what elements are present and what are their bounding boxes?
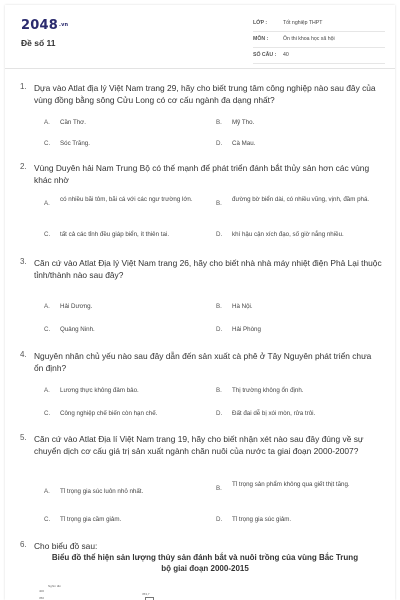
exam-page: $2048^{.vn}$ Đề số 11 LỚP : Tốt nghiệp THPT MÔN : Ôn thi khoa học xã hội SỐ CÂU : 40 1. Dựa vào Atlat địa lý Việt Nam trang 29, hãy cho biết trung tâm công nghiệp nào sau đây của vùng đồng bằng sông Cửu Long có cơ cấu ngành đa dạng nhất? A. Cần Thơ. B. Mỹ Tho. C. Sóc Trăng. D. Cà Mau. 2. Vùng Duyên hải Nam Trung Bộ có thế mạnh để phát triển đánh bắt thủy sản hơn các vùng khác nhờ A. có nhiều bãi tôm, bãi cá với các ngư trường lớn. B. đường bờ biển dài, có nhiều vũng, vịnh, đầm phá. C. tất cả các tỉnh đều giáp biển, ít thiên tai. D. khí hậu cận xích đạo, số giờ nắng nhiều. 3. Căn cứ vào Atlat Địa lý Việt Nam trang 26, hãy cho biết nhà nhà máy nhiệt điện Phả Lại thuộc tỉnh/thành nào sau đây? A. Hải Dương. B. Hà Nội. C. Quảng Ninh. D. Hải Phòng 4. Nguyên nhân chủ yếu nào sau đây dẫn đến sản xuất cà phê ở Tây Nguyên phát triển chưa ổn định? A. Lương thực không đảm bảo. B. Thị trường không ổn định. C. Công nghiệp chế biến còn hạn chế. D. Đất đai dễ bị xói mòn, rửa trôi. 5. Căn cứ vào Atlat Địa lí Việt Nam trang 19, hãy cho biết nhận xét nào sau đây đúng về sự chuyển dịch cơ cấu giá trị sản xuất ngành chăn nuôi của nước ta giai đoạn 2000-2007? A. Tỉ trọng gia súc luôn nhỏ nhất. B. Tỉ trọng sản phẩm không qua giết thịt tăng. C. Tỉ trọng gia cầm giảm. D. Tỉ trọng gia súc giảm. 6. Cho biểu đồ sau: Biểu đồ thể hiện sản lượng thủy sản đánh bắt và nuôi trồng của vùng Bắc Trung bộ giai đoạn 2000-2015 Nghìn tấn 400 350 353,7	[5, 5, 395, 600]
question-text: Căn cứ vào Atlat Địa lý Việt Nam trang 26, hãy cho biết nhà nhà máy nhiệt điện Phả Lại thuộc tỉnh/thành nào sau đây?	[34, 258, 382, 280]
meta-value: 40	[283, 52, 289, 58]
chart-title-line-1: Biểu đồ thể hiện sản lượng thủy sản đánh bắt và nuôi trồng của vùng Bắc Trung	[51, 553, 359, 562]
question-text: Cho biểu đồ sau:	[34, 541, 98, 551]
bar-value-label: 353,7	[142, 592, 150, 596]
exam-meta	[253, 17, 385, 65]
meta-key: MÔN :	[253, 36, 269, 42]
meta-key: LỚP :	[253, 20, 268, 26]
meta-row-count	[253, 49, 385, 64]
site-logo[interactable]: $2048^{.vn}$	[21, 18, 69, 33]
question-number: 1.	[20, 82, 27, 91]
meta-key: SỐ CÂU :	[253, 52, 277, 58]
question-text: Dựa vào Atlat địa lý Việt Nam trang 29, hãy cho biết trung tâm công nghiệp nào sau đây của vùng đồng bằng sông Cửu Long có cơ cấu ngành đa dạng nhất?	[34, 83, 376, 105]
question-text: Căn cứ vào Atlat Địa lí Việt Nam trang 19, hãy cho biết nhận xét nào sau đây đúng về sự chuyển dịch cơ cấu giá trị sản xuất ngành chăn nuôi của nước ta giai đoạn 2000-2007?	[34, 434, 364, 456]
question-number: 3.	[20, 257, 27, 266]
question-number: 5.	[20, 433, 27, 442]
question-text: Nguyên nhân chủ yếu nào sau đây dẫn đến sản xuất cà phê ở Tây Nguyên phát triển chưa ổn định?	[34, 351, 372, 373]
y-axis-label: Nghìn tấn	[48, 584, 62, 588]
exam-header	[5, 5, 395, 69]
meta-row-class	[253, 17, 385, 32]
chart-title	[35, 552, 375, 574]
meta-value: Ôn thi khoa học xã hội	[283, 36, 335, 42]
exam-number: Đề số 11	[21, 38, 56, 48]
y-tick-350: 350	[39, 596, 45, 600]
question-number: 2.	[20, 162, 27, 171]
meta-row-subject	[253, 33, 385, 48]
question-number: 4.	[20, 350, 27, 359]
question-number: 6.	[20, 540, 27, 549]
chart-area	[35, 583, 235, 600]
meta-value: Tốt nghiệp THPT	[283, 20, 323, 26]
question-text: Vùng Duyên hải Nam Trung Bộ có thế mạnh để phát triển đánh bắt thủy sản hơn các vùng khác nhờ	[34, 163, 370, 185]
chart-title-line-2: bộ giai đoạn 2000-2015	[161, 564, 249, 573]
y-tick-400: 400	[39, 589, 45, 593]
